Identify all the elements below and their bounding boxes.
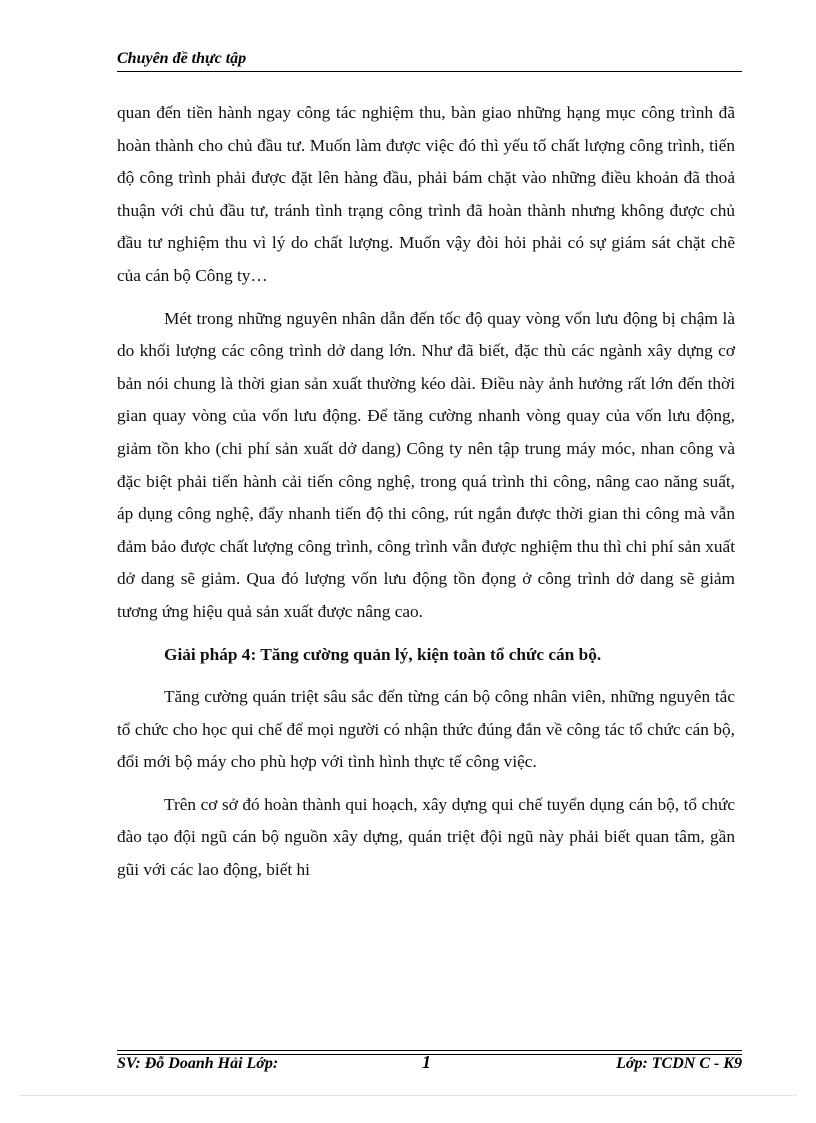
page-header-title: Chuyên đề thực tập: [117, 50, 247, 67]
page-bottom-border: [20, 1095, 796, 1096]
footer-class: Lớp: TCDN C - K9: [616, 1055, 742, 1072]
section-heading: Giải pháp 4: Tăng cường quản lý, kiện toàn tổ chức cán bộ.: [164, 644, 602, 664]
header-rule: [117, 71, 742, 72]
footer-rule: [117, 1050, 742, 1051]
paragraph: Mét trong những nguyên nhân dẫn đến tốc độ quay vòng vốn lưu động bị chậm là do khối lượng các công trình dở dang lớn. Như đã biết, đặc thù các ngành xây dựng cơ bản nói chung là thời gian sản xuất thường kéo dài. Điều này ảnh hưởng rất lớn đến thời gian quay vòng của vốn lưu động. Để tăng cường nhanh vòng quay của vốn lưu động, giảm tồn kho (chi phí sản xuất dở dang) Công ty nên tập trung máy móc, nhan công và đặc biệt phải tiến hành cải tiến công nghệ, trong quá trình thi công, nâng cao năng suất, áp dụng công nghệ, đẩy nhanh tiến độ thi công, rút ngắn được thời gian thi công mà vẫn đảm bảo được chất lượng công trình, công trình vẫn được nghiệm thu thì chi phí sản xuất dở dang sẽ giảm. Qua đó lượng vốn lưu động tồn đọng ở công trình dở dang sẽ giảm tương ứng hiệu quả sản xuất được nâng cao.: [117, 308, 735, 621]
page-number: 1: [422, 1052, 431, 1072]
paragraph: Trên cơ sở đó hoàn thành qui hoạch, xây dựng qui chế tuyển dụng cán bộ, tổ chức đào tạo đội ngũ cán bộ nguồn xây dựng, quán triệt đội ngũ này phải biết quan tâm, gần gũi với các lao động, biết hi: [117, 794, 735, 880]
paragraph-continued: quan đến tiền hành ngay công tác nghiệm thu, bàn giao những hạng mục công trình đã hoàn thành cho chủ đầu tư. Muốn làm được việc đó thì yếu tố chất lượng công trình, tiến độ công trình phải được đặt lên hàng đầu, phải bám chặt vào những điều khoản đã thoả thuận với chủ đầu tư, tránh tình trạng công trình đã hoàn thành nhưng không được chủ đầu tư nghiệm thu vì lý do chất lượng. Muốn vậy đòi hỏi phải có sự giám sát chặt chẽ của cán bộ Công ty…: [117, 103, 735, 285]
document-body: [117, 97, 735, 897]
page-footer: [117, 1052, 742, 1077]
paragraph: Tăng cường quán triệt sâu sắc đến từng cán bộ công nhân viên, những nguyên tắc tổ chức cho học qui chế để mọi người có nhận thức đúng đắn về công tác tổ chức cán bộ, đổi mới bộ máy cho phù hợp với tình hình thực tế công việc.: [117, 687, 735, 772]
footer-student: SV: Đỗ Doanh Hải Lớp:: [117, 1055, 279, 1072]
